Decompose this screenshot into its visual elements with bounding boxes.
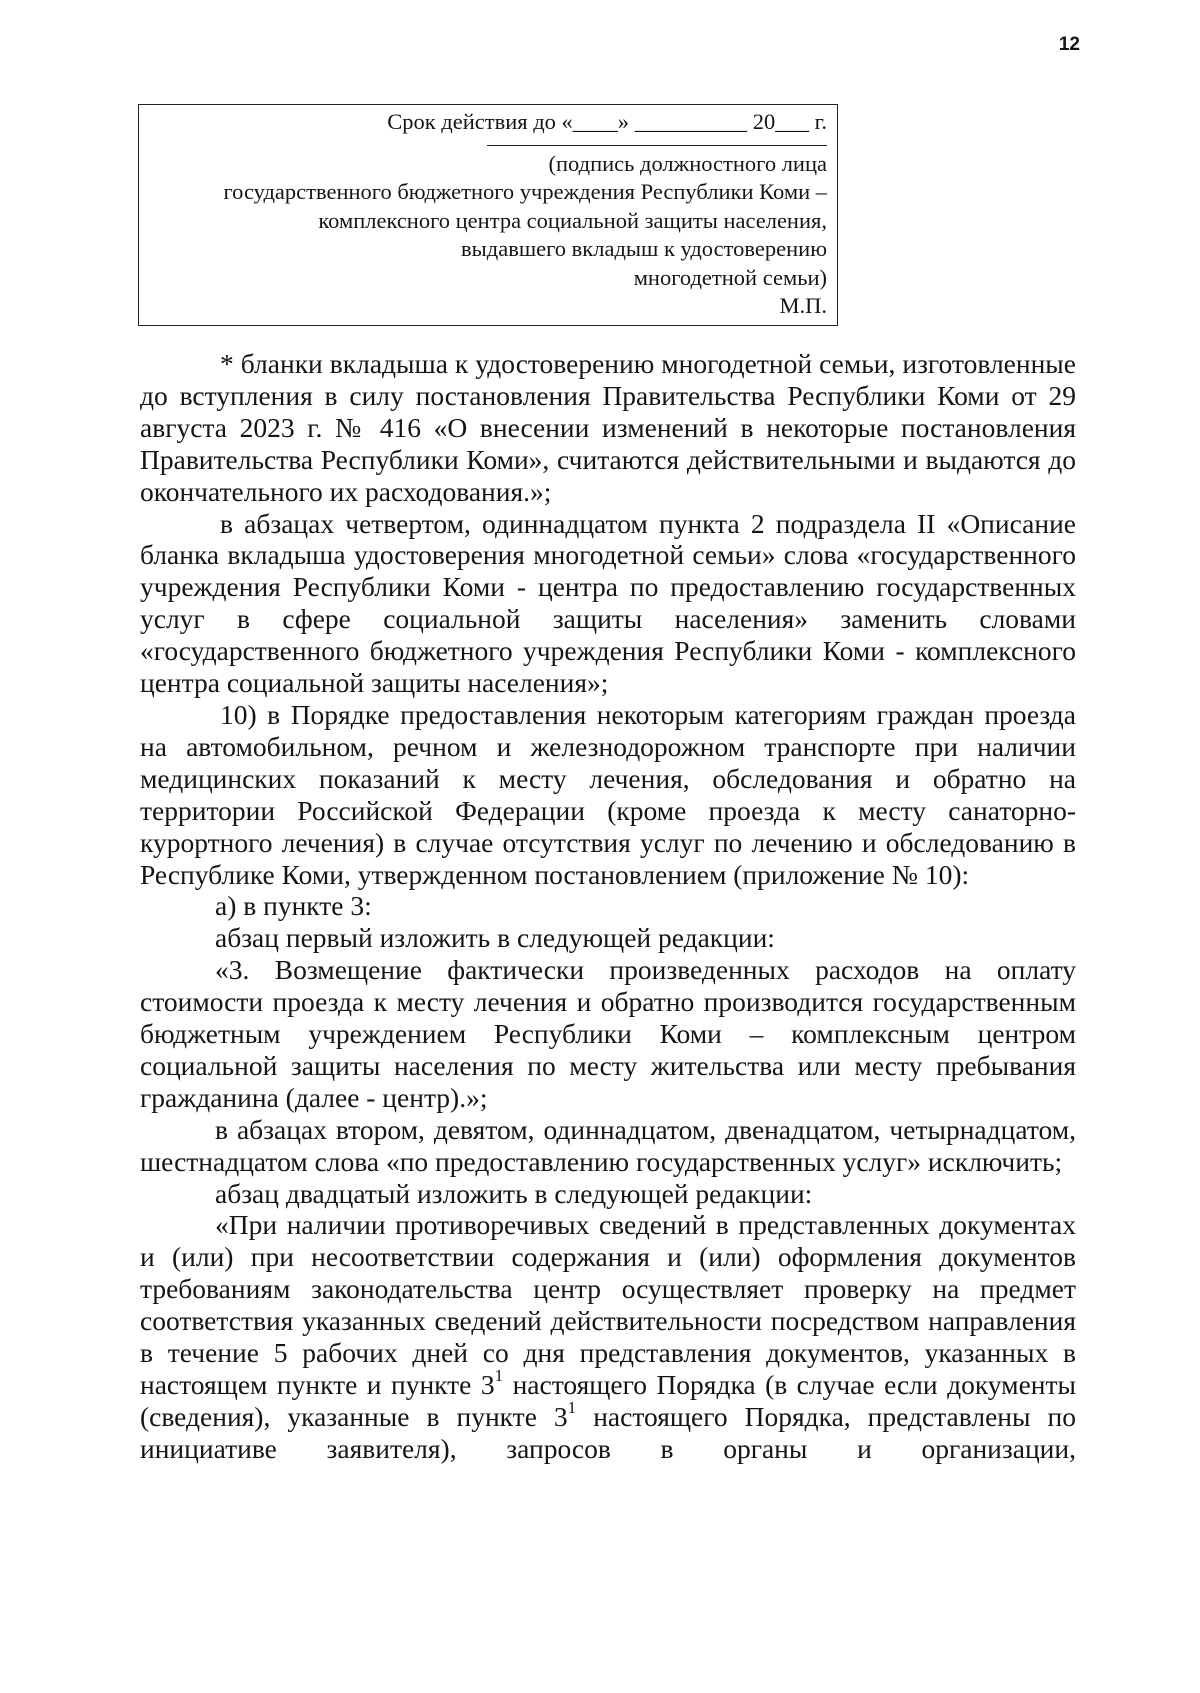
body-paragraph: абзац двадцатый изложить в следующей редакции: — [215, 1177, 813, 1209]
paragraph-text: «При наличии противоречивых сведений в представленных документах и (или) при несоответствии содержания и (или) оформления документов требованиям законодательства центр осуществляет проверку на предмет соответствия указанных сведений действительности посредством направления в течение 5 рабочих дней со дня представления документов, указанных в настоящем пункте и пункте 3 — [140, 1209, 1076, 1400]
signature-caption-line: комплексного центра социальной защиты населения, — [318, 207, 827, 233]
page-number: 12 — [1058, 34, 1080, 55]
paragraph-text: настоящего Порядка (в случае если документы (сведения), указанные в пункте 3 — [140, 1369, 1076, 1432]
signature-caption-line: выдавшего вкладыш к удостоверению — [461, 236, 827, 261]
document-body — [140, 348, 1076, 1465]
body-paragraph: 10) в Порядке предоставления некоторым категориям граждан проезда на автомобильном, речном и железнодорожном транспорте при наличии медицинских показаний к месту лечения, обследования и обратно на территории Российской Федерации (кроме проезда к месту санаторно-курортного лечения) в случае отсутствия услуг по лечению и обследованию в Республике Коми, утвержденном постановлением (приложение № 10): — [140, 698, 1076, 890]
superscript: 1 — [494, 1366, 504, 1386]
body-paragraph: «3. Возмещение фактически произведенных расходов на оплату стоимости проезда к месту лечения и обратно производится государственным бюджетным учреждением Республики Коми – комплексным центром социальной защиты населения по месту жительства или месту пребывания гражданина (далее - центр).»; — [140, 954, 1076, 1113]
body-paragraph-last — [140, 1209, 1076, 1464]
stamp-box — [138, 104, 838, 326]
body-paragraph: абзац первый изложить в следующей редакции: — [215, 922, 775, 954]
validity-line: Срок действия до «____» __________ 20___ г. — [387, 109, 827, 134]
signature-caption-line: государственного бюджетного учреждения Республики Коми – — [223, 179, 827, 204]
body-paragraph: в абзацах втором, девятом, одиннадцатом, двенадцатом, четырнадцатом, шестнадцатом слова «по предоставлению государственных услуг» исключить; — [140, 1113, 1076, 1177]
signature-caption-line: (подпись должностного лица — [548, 150, 827, 176]
footnote-paragraph: * бланки вкладыша к удостоверению многодетной семьи, изготовленные до вступления в силу постановления Правительства Республики Коми от 29 августа 2023 г. № 416 «О внесении изменений в некоторые постановления Правительства Республики Коми», считаются действительными и выдаются до окончательного их расходования.»; — [140, 348, 1076, 507]
body-paragraph: в абзацах четвертом, одиннадцатом пункта 2 подраздела II «Описание бланка вкладыша удостоверения многодетной семьи» слова «государственного учреждения Республики Коми - центра по предоставлению государственных услуг в сфере социальной защиты населения» заменить словами «государственного бюджетного учреждения Республики Коми - комплексного центра социальной защиты населения»; — [140, 507, 1076, 699]
signature-caption-line: многодетной семьи) — [633, 264, 827, 290]
body-paragraph: а) в пункте 3: — [215, 890, 372, 922]
stamp-place-mark: М.П. — [779, 293, 827, 318]
paragraph-text: настоящего Порядка, представлены по инициативе заявителя), запросов в органы и организации, — [140, 1400, 1076, 1464]
superscript: 1 — [567, 1398, 577, 1418]
